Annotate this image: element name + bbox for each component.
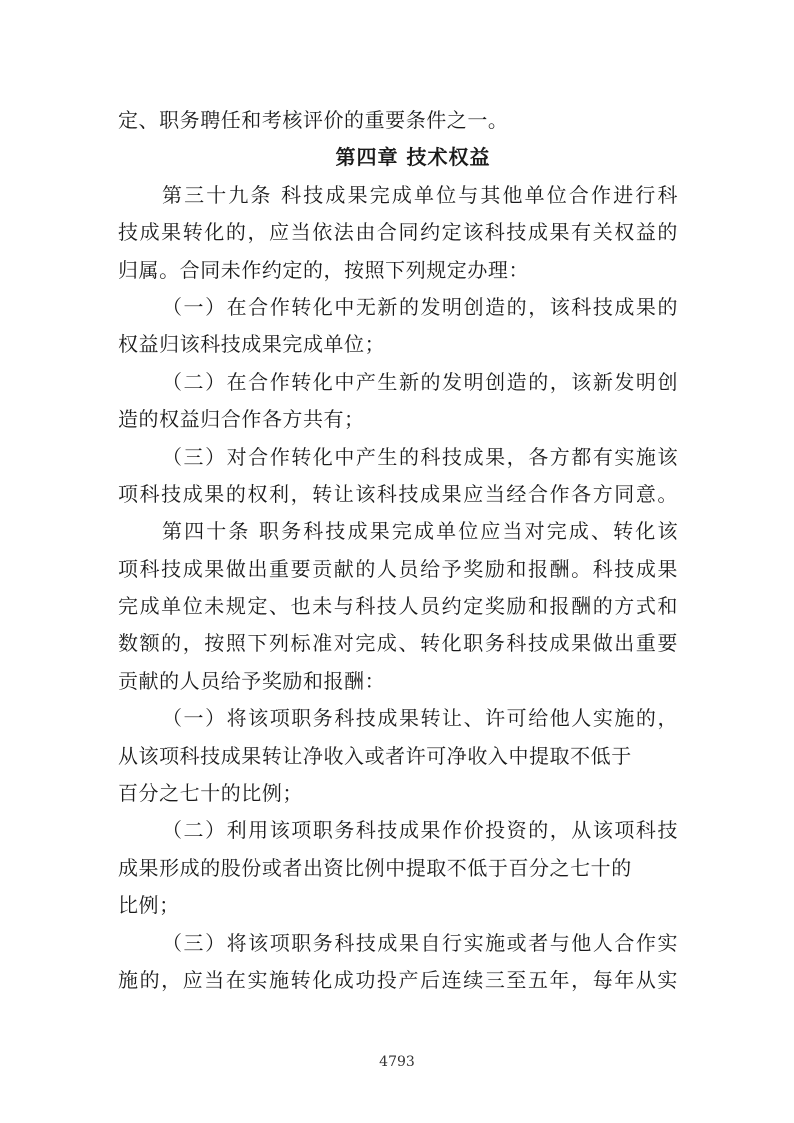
text-line: 完成单位未规定、也未与科技人员约定奖励和报酬的方式和 bbox=[118, 594, 678, 619]
text-line: 成果形成的股份或者出资比例中提取不低于百分之七十的 bbox=[118, 855, 632, 880]
text-line: 第三十九条 科技成果完成单位与其他单位合作进行科 bbox=[162, 182, 678, 207]
page-number: 4793 bbox=[379, 1054, 415, 1070]
text-line: 定、职务聘任和考核评价的重要条件之一。 bbox=[118, 108, 509, 132]
text-line: （一）将该项职务科技成果转让、许可给他人实施的， bbox=[162, 706, 678, 731]
text-line: 技成果转化的，应当依法由合同约定该科技成果有关权益的 bbox=[118, 220, 678, 245]
chapter-heading: 第四章 技术权益 bbox=[335, 145, 491, 170]
document-body bbox=[118, 102, 678, 999]
text-line: 数额的，按照下列标准对完成、转化职务科技成果做出重要 bbox=[118, 631, 678, 656]
text-line: （二）在合作转化中产生新的发明创造的，该新发明创 bbox=[162, 369, 678, 394]
text-line: 比例； bbox=[118, 893, 180, 918]
text-line: 权益归该科技成果完成单位； bbox=[118, 332, 386, 357]
text-line: 项科技成果做出重要贡献的人员给予奖励和报酬。科技成果 bbox=[118, 556, 678, 581]
text-line: 造的权益归合作各方共有； bbox=[118, 407, 365, 432]
text-line: 百分之七十的比例； bbox=[118, 781, 303, 806]
text-line: 从该项科技成果转让净收入或者许可净收入中提取不低于 bbox=[118, 743, 632, 768]
text-line: （二）利用该项职务科技成果作价投资的，从该项科技 bbox=[162, 818, 678, 843]
text-line: 归属。合同未作约定的，按照下列规定办理： bbox=[118, 257, 529, 282]
text-line: 贡献的人员给予奖励和报酬： bbox=[118, 668, 386, 693]
text-line: （三）将该项职务科技成果自行实施或者与他人合作实 bbox=[162, 930, 678, 955]
text-line: 第四十条 职务科技成果完成单位应当对完成、转化该 bbox=[162, 519, 678, 544]
text-line: 项科技成果的权利，转让该科技成果应当经合作各方同意。 bbox=[118, 481, 678, 506]
text-line: 施的，应当在实施转化成功投产后连续三至五年，每年从实 bbox=[118, 967, 678, 992]
text-line: （一）在合作转化中无新的发明创造的，该科技成果的 bbox=[162, 294, 678, 319]
text-line: （三）对合作转化中产生的科技成果，各方都有实施该 bbox=[162, 444, 678, 469]
